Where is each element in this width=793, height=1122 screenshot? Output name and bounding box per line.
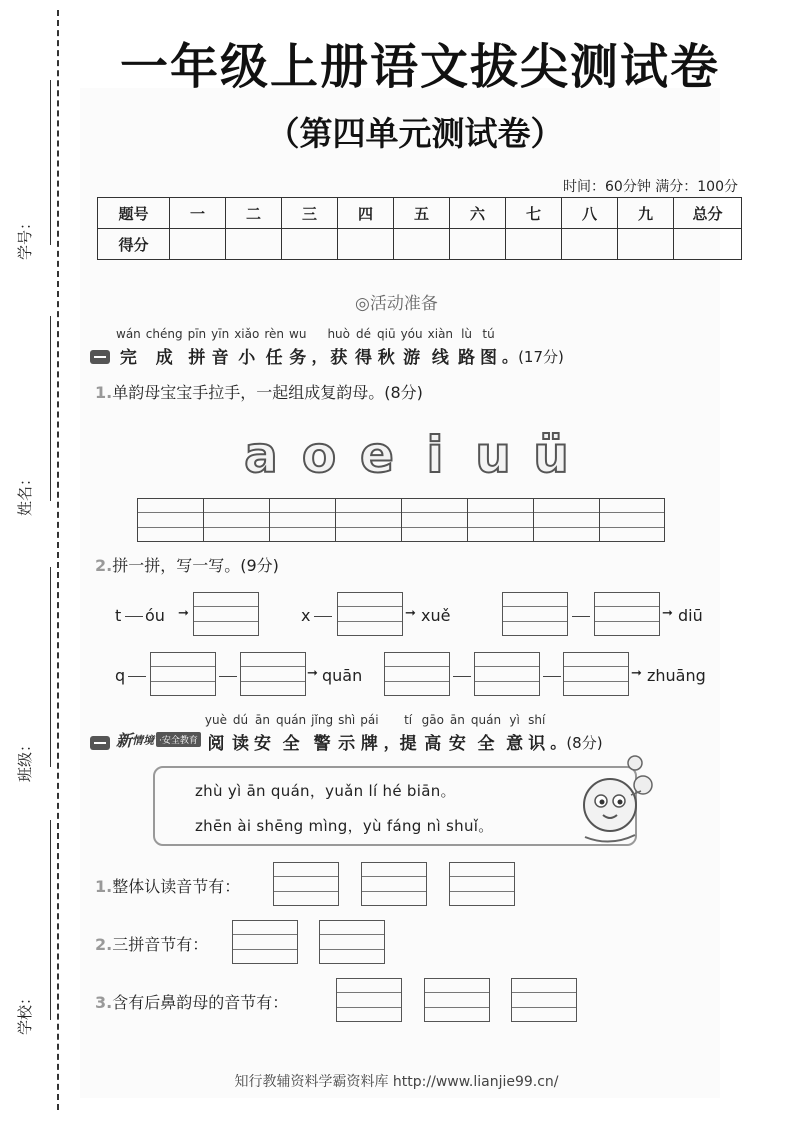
ruby-word: chéng 成 [145, 327, 183, 368]
question-text: 单韵母宝宝手拉手，一起组成复韵母。(8分) [112, 383, 423, 402]
writing-cell[interactable] [467, 498, 533, 542]
answer-box[interactable] [594, 592, 660, 636]
scenario-label: 情境 [132, 733, 155, 747]
heading-period: 。 [502, 347, 519, 366]
score-table-cell: 八 [562, 198, 618, 229]
safety-education-badge: ·安全教育 [156, 732, 201, 747]
writing-cell[interactable] [137, 498, 203, 542]
page-title: 一年级上册语文拔尖测试卷 [119, 39, 720, 95]
ruby-word: huò 获 [327, 327, 351, 368]
answer-box[interactable] [319, 920, 385, 964]
score-table [97, 197, 742, 260]
score-table-cell: 六 [450, 198, 506, 229]
syllable-diu: diū [678, 606, 703, 625]
ruby-word: quán 全 [470, 713, 502, 754]
section2-question-1 [95, 874, 240, 897]
syllable-xue: xuě [421, 606, 451, 625]
section1-heading [90, 327, 564, 368]
answer-box[interactable] [240, 652, 306, 696]
answer-box[interactable] [232, 920, 298, 964]
question-number: 2. [95, 935, 113, 954]
ruby-word: quán 全 [275, 713, 307, 754]
question-1 [95, 380, 423, 403]
connector-line [125, 616, 143, 617]
score-table-cell: 五 [394, 198, 450, 229]
initial-x: x [301, 606, 311, 625]
name-line[interactable] [50, 316, 51, 501]
new-scenario-tag [116, 728, 201, 751]
question-number: 3. [95, 993, 113, 1012]
ruby-word: xiàn 线 [427, 327, 454, 368]
ruby-word: yuè 阅 [204, 713, 227, 754]
score-table-cell: 二 [226, 198, 282, 229]
syllable-zhuang: zhuāng [647, 666, 706, 685]
ruby-word: wán 完 [116, 327, 141, 368]
ruby-word: shí 识 [528, 713, 546, 754]
section-score: (8分) [566, 734, 603, 752]
school-label: 学校： [16, 989, 34, 1035]
score-table-cell: 三 [282, 198, 338, 229]
question-2 [95, 553, 279, 576]
score-table-cell: 四 [338, 198, 394, 229]
writing-cell[interactable] [401, 498, 467, 542]
final-ou: óu [145, 606, 165, 625]
writing-cell[interactable] [203, 498, 269, 542]
ruby-word: shì 示 [338, 713, 356, 754]
section-number-icon [90, 350, 110, 364]
answer-box[interactable] [511, 978, 577, 1022]
arrow-right-icon: ➞ [307, 666, 318, 681]
heading-comma: ， [383, 733, 400, 752]
answer-box[interactable] [336, 978, 402, 1022]
score-input-cell[interactable] [338, 229, 394, 260]
question-text: 三拼音节有： [112, 935, 209, 954]
ruby-word: tí 提 [399, 713, 417, 754]
connector-line [219, 676, 237, 677]
answer-box[interactable] [384, 652, 450, 696]
connector-line [572, 616, 590, 617]
question-text: 整体认读音节有： [112, 877, 241, 896]
vowel-letter-e: e [360, 426, 394, 484]
connector-line [453, 676, 471, 677]
heading-period: 。 [550, 733, 567, 752]
vowel-letter-a: a [244, 426, 278, 484]
score-table-cell: 题号 [98, 198, 170, 229]
score-table-header-row [98, 198, 742, 229]
section2-question-2 [95, 932, 208, 955]
connector-line [543, 676, 561, 677]
initial-t: t [115, 606, 122, 625]
score-table-cell: 一 [170, 198, 226, 229]
ruby-word: lù 路 [458, 327, 476, 368]
ruby-word: ān 安 [448, 713, 466, 754]
student-id-label: 学号： [16, 214, 34, 260]
score-table-cell: 七 [506, 198, 562, 229]
ruby-word: wu 务 [289, 327, 307, 368]
writing-cell[interactable] [533, 498, 599, 542]
activity-caption: ◎活动准备 [355, 294, 438, 314]
score-table-score-row [98, 229, 742, 260]
section2-question-3 [95, 990, 288, 1013]
class-line[interactable] [50, 567, 51, 767]
score-input-cell[interactable] [282, 229, 338, 260]
section-number-icon [90, 736, 110, 750]
time-info: 时间：60分钟 满分：100分 [563, 179, 738, 195]
writing-cell[interactable] [269, 498, 335, 542]
vowel-letter-o: o [301, 426, 337, 484]
question-number: 1. [95, 383, 113, 402]
question-text: 含有后鼻韵母的音节有： [112, 993, 289, 1012]
initial-q: q [115, 666, 126, 685]
answer-box[interactable] [563, 652, 629, 696]
ruby-word: yīn 音 [211, 327, 230, 368]
vowel-letter-i: i [426, 426, 444, 484]
ruby-word: dú 读 [231, 713, 249, 754]
new-tag-label: 新 [116, 731, 133, 750]
answer-box[interactable] [273, 862, 339, 906]
question-number: 2. [95, 556, 113, 575]
vowel-letter-v: ü [533, 426, 569, 484]
score-table-cell: 九 [618, 198, 674, 229]
score-table-cell: 总分 [674, 198, 742, 229]
answer-box[interactable] [361, 862, 427, 906]
vowel-letters [232, 420, 580, 490]
score-input-cell[interactable] [674, 229, 742, 260]
sign-pinyin-line-2: zhēn ài shēng mìng，yù fáng nì shuǐ。 [195, 817, 494, 835]
answer-box[interactable] [193, 592, 259, 636]
connector-line [314, 616, 332, 617]
ruby-word: qiū 秋 [377, 327, 396, 368]
answer-box[interactable] [424, 978, 490, 1022]
binding-dashed-line [57, 10, 59, 1110]
ruby-word: tú 图 [480, 327, 498, 368]
score-table-cell: 得分 [98, 229, 170, 260]
answer-box[interactable] [474, 652, 540, 696]
answer-box[interactable] [337, 592, 403, 636]
name-label: 姓名： [16, 470, 34, 516]
ruby-word: pīn 拼 [187, 327, 207, 368]
arrow-right-icon: ➞ [405, 606, 416, 621]
writing-grid [137, 498, 665, 542]
page-subtitle: （第四单元测试卷） [266, 114, 564, 153]
heading-comma: ， [311, 347, 328, 366]
score-input-cell[interactable] [562, 229, 618, 260]
answer-box[interactable] [150, 652, 216, 696]
arrow-right-icon: ➞ [178, 606, 189, 621]
ruby-word: dé 得 [355, 327, 373, 368]
ruby-word: pái 牌 [360, 713, 379, 754]
section2-heading [90, 713, 603, 754]
score-input-cell[interactable] [170, 229, 226, 260]
vowel-letter-u: u [475, 426, 511, 484]
syllable-quan: quān [322, 666, 363, 685]
student-id-line[interactable] [50, 80, 51, 245]
question-text: 拼一拼，写一写。(9分) [112, 556, 279, 575]
ruby-word: gāo 高 [421, 713, 444, 754]
ruby-word: rèn 任 [264, 327, 285, 368]
writing-cell[interactable] [335, 498, 401, 542]
sign-pinyin-line-1: zhù yì ān quán，yuǎn lí hé biān。 [195, 782, 456, 800]
score-input-cell[interactable] [618, 229, 674, 260]
ruby-word: xiǎo 小 [234, 327, 260, 368]
score-input-cell[interactable] [226, 229, 282, 260]
footer-source: 知行教辅资料学霸资料库 http://www.lianjie99.cn/ [234, 1074, 559, 1090]
writing-cell[interactable] [599, 498, 665, 542]
section-score: (17分) [518, 348, 564, 366]
answer-box[interactable] [449, 862, 515, 906]
ruby-word: yì 意 [506, 713, 524, 754]
score-input-cell[interactable] [506, 229, 562, 260]
score-input-cell[interactable] [394, 229, 450, 260]
class-label: 班级： [16, 736, 34, 782]
question-number: 1. [95, 877, 113, 896]
arrow-right-icon: ➞ [631, 666, 642, 681]
score-input-cell[interactable] [450, 229, 506, 260]
answer-box[interactable] [502, 592, 568, 636]
connector-line [128, 676, 146, 677]
school-line[interactable] [50, 820, 51, 1020]
flower-mascot-icon [565, 755, 655, 850]
arrow-right-icon: ➞ [662, 606, 673, 621]
ruby-word: ān 安 [253, 713, 271, 754]
ruby-word: yóu 游 [400, 327, 423, 368]
ruby-word: jǐng 警 [311, 713, 334, 754]
